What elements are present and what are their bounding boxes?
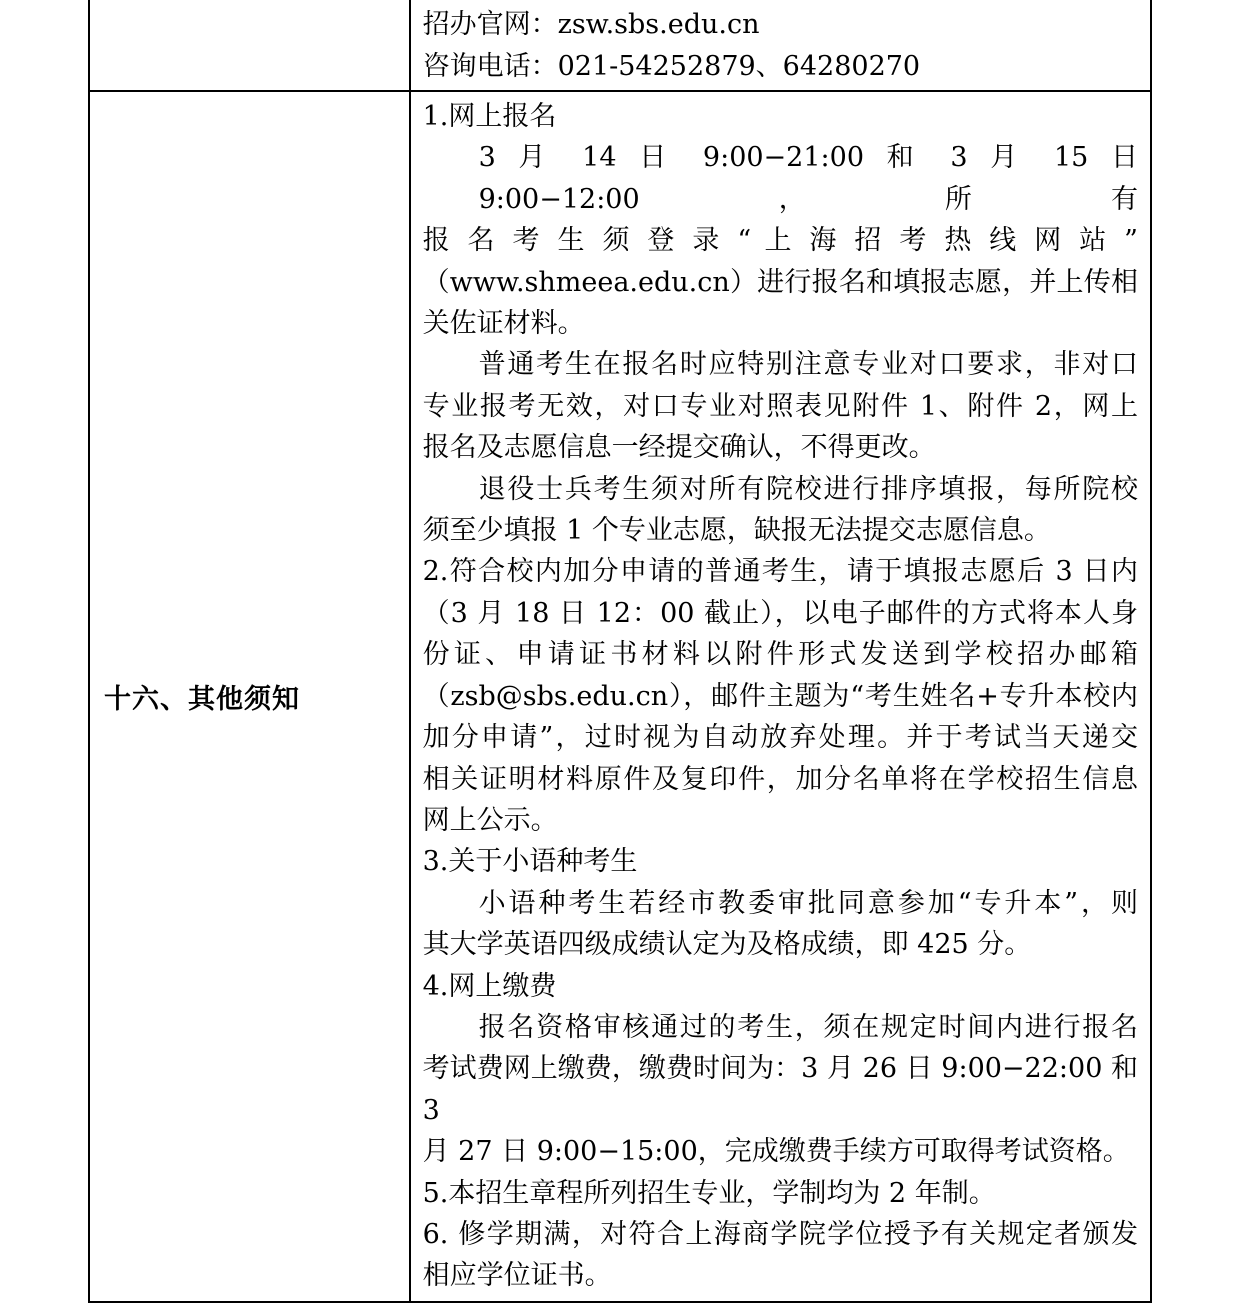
heading-duration: 5.本招生章程所列招生专业，学制均为 2 年制。 [422, 1177, 996, 1209]
section-label: 十六、其他须知 [89, 91, 410, 1302]
notice-line: 份证、申请证书材料以附件形式发送到学校招办邮箱 [422, 639, 1138, 671]
notice-line: 网上公示。 [422, 804, 558, 836]
notice-line: 报 名 考 生 须 登 录 “ 上 海 招 考 热 线 网 站 ” [422, 225, 1138, 257]
notice-line: （www.shmeea.edu.cn）进行报名和填报志愿，并上传相 [422, 266, 1138, 298]
notice-line: 其大学英语四级成绩认定为及格成绩，即 425 分。 [422, 929, 1032, 961]
contact-left-cell [89, 0, 410, 91]
notice-cell [410, 91, 1151, 1302]
notice-line: 加分申请”，过时视为自动放弃处理。并于考试当天递交 [422, 722, 1138, 754]
notice-line: 小语种考生若经市教委审批同意参加“专升本”，则 [478, 887, 1138, 919]
contact-row [89, 0, 1151, 91]
notice-row [89, 91, 1151, 1302]
notice-line: 考试费网上缴费，缴费时间为：3 月 26 日 9:00−22:00 和 3 [422, 1053, 1138, 1126]
heading-degree: 6. 修学期满，对符合上海商学院学位授予有关规定者颁发 [422, 1218, 1138, 1250]
notice-line: 相应学位证书。 [422, 1260, 612, 1292]
notice-line: （3 月 18 日 12：00 截止），以电子邮件的方式将本人身 [422, 597, 1138, 629]
notice-line: 相关证明材料原件及复印件，加分名单将在学校招生信息 [422, 763, 1138, 795]
notice-line: 报名资格审核通过的考生，须在规定时间内进行报名 [478, 1011, 1138, 1043]
website-line: 招办官网：zsw.sbs.edu.cn [422, 9, 760, 40]
heading-online-payment: 4.网上缴费 [422, 970, 557, 1002]
heading-bonus-points: 2.符合校内加分申请的普通考生，请于填报志愿后 3 日内 [422, 556, 1138, 588]
notice-line: 关佐证材料。 [422, 308, 585, 340]
notice-line: 3 月 14 日 9:00−21:00 和 3 月 15 日 9:00−12:00，所有 [478, 142, 1138, 215]
notice-line: 退役士兵考生须对所有院校进行排序填报，每所院校 [478, 473, 1138, 505]
notice-line: 普通考生在报名时应特别注意专业对口要求，非对口 [478, 349, 1138, 381]
info-table [88, 0, 1152, 1303]
notice-line: （zsb@sbs.edu.cn），邮件主题为“考生姓名+专升本校内 [422, 680, 1138, 712]
notice-line: 须至少填报 1 个专业志愿，缺报无法提交志愿信息。 [422, 515, 1051, 547]
heading-minor-language: 3.关于小语种考生 [422, 846, 638, 878]
notice-line: 报名及志愿信息一经提交确认，不得更改。 [422, 432, 936, 464]
notice-line: 月 27 日 9:00−15:00，完成缴费手续方可取得考试资格。 [422, 1136, 1130, 1168]
notice-line: 专业报考无效，对口专业对照表见附件 1、附件 2，网上 [422, 390, 1138, 422]
contact-cell [410, 0, 1151, 91]
heading-online-registration: 1.网上报名 [422, 101, 557, 132]
phone-line: 咨询电话：021-54252879、64280270 [422, 51, 921, 82]
